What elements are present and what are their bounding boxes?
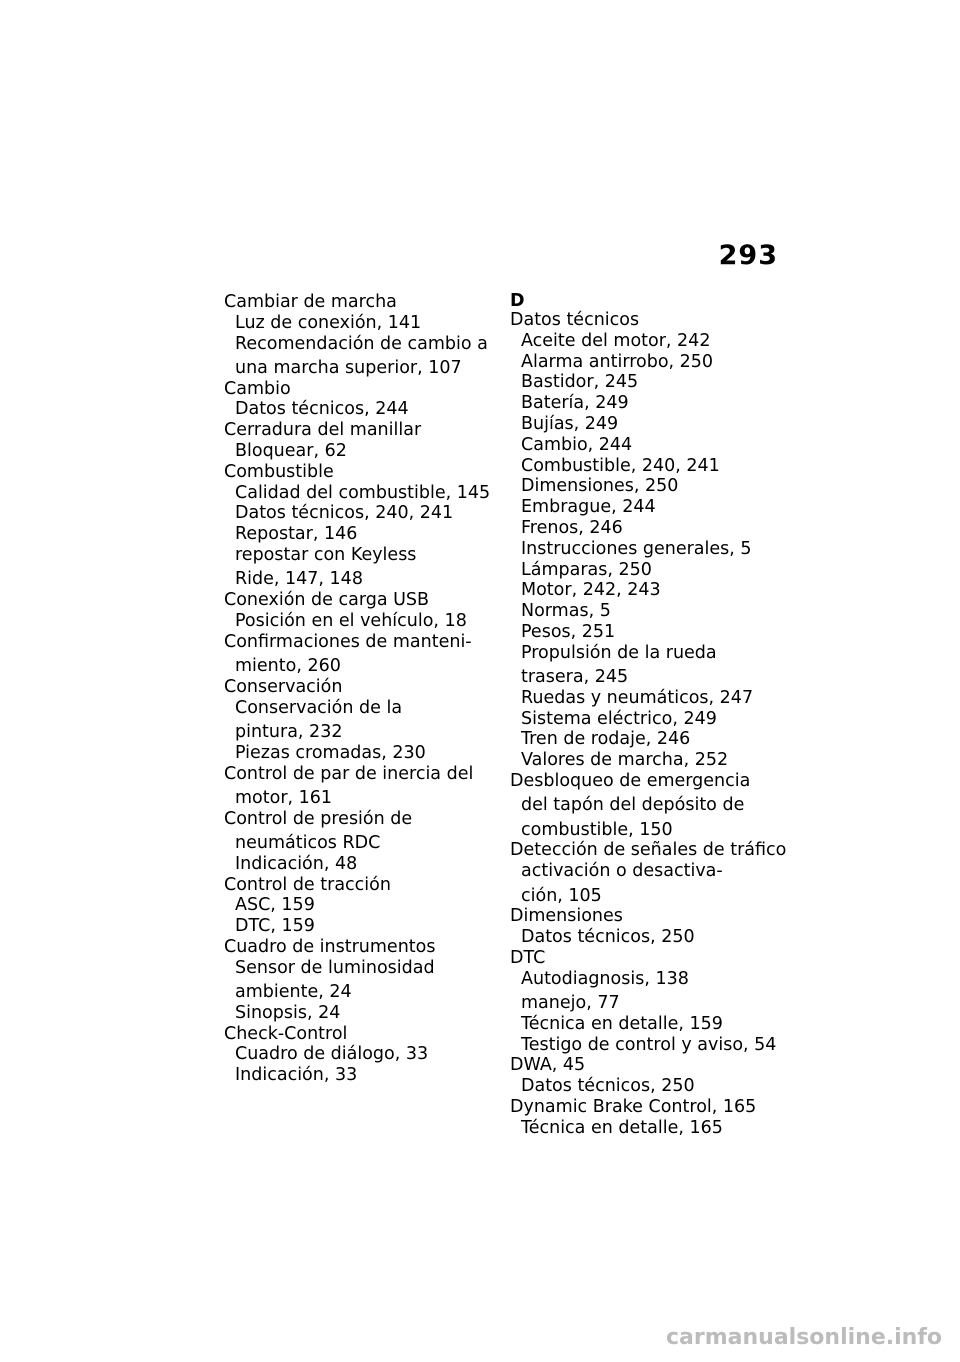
index-column-left <box>224 292 494 1086</box>
index-subentry: Posición en el vehículo, 18 <box>235 610 467 631</box>
index-entry: Desbloqueo de emergencia <box>510 771 751 792</box>
index-subentry: Dimensiones, 250 <box>521 476 679 497</box>
index-subentry: una marcha superior, 107 <box>235 357 462 378</box>
index-subentry: combustible, 150 <box>521 819 673 840</box>
index-entry: Cambio <box>224 378 291 399</box>
index-subentry: Datos técnicos, 250 <box>521 927 695 948</box>
index-subentry: pintura, 232 <box>235 721 343 742</box>
watermark: carmanualsonline.info <box>666 1325 942 1350</box>
index-subentry: Sensor de luminosidad <box>235 957 435 978</box>
index-subentry: Combustible, 240, 241 <box>521 455 720 476</box>
index-column-right <box>510 292 790 1139</box>
index-subentry: Recomendación de cambio a <box>235 333 488 354</box>
index-subentry: repostar con Keyless <box>235 545 417 566</box>
index-entry: Cuadro de instrumentos <box>224 936 436 957</box>
index-subentry: manejo, 77 <box>521 993 620 1013</box>
index-subentry: DTC, 159 <box>235 916 315 937</box>
index-subentry: Ruedas y neumáticos, 247 <box>521 687 754 708</box>
index-subentry: Aceite del motor, 242 <box>521 330 711 351</box>
index-subentry: ción, 105 <box>521 885 602 906</box>
index-subentry: Tren de rodaje, 246 <box>521 729 691 750</box>
index-entry: Dynamic Brake Control, 165 <box>510 1096 757 1117</box>
index-subentry: Sinopsis, 24 <box>235 1002 341 1023</box>
index-subentry: Lámparas, 250 <box>521 559 652 580</box>
index-subentry: Datos técnicos, 240, 241 <box>235 503 454 524</box>
index-subentry: miento, 260 <box>235 656 341 677</box>
index-subentry: trasera, 245 <box>521 667 629 688</box>
index-entry: Cambiar de marcha <box>224 292 397 312</box>
index-entry: Confirmaciones de manteni- <box>224 631 472 652</box>
index-subentry: Motor, 242, 243 <box>521 580 661 601</box>
index-subentry: del tapón del depósito de <box>521 795 745 816</box>
index-subentry: ambiente, 24 <box>235 982 352 1002</box>
index-subentry: Piezas cromadas, 230 <box>235 742 426 763</box>
index-subentry: Técnica en detalle, 159 <box>521 1013 723 1034</box>
index-subentry: neumáticos RDC <box>235 832 381 853</box>
index-subentry: Instrucciones generales, 5 <box>521 538 752 559</box>
page-number: 293 <box>718 240 778 271</box>
index-subentry: Valores de marcha, 252 <box>521 750 729 771</box>
index-subentry: activación o desactiva- <box>521 861 723 882</box>
index-subentry: Testigo de control y aviso, 54 <box>521 1034 777 1055</box>
index-subentry: Alarma antirrobo, 250 <box>521 351 714 372</box>
index-entry: Conservación <box>224 676 343 697</box>
index-subentry: Frenos, 246 <box>521 517 623 538</box>
index-entry: Check-Control <box>224 1023 348 1044</box>
index-subentry: Cambio, 244 <box>521 434 633 455</box>
index-subentry: Bastidor, 245 <box>521 372 639 393</box>
index-subentry: Datos técnicos, 250 <box>521 1076 695 1097</box>
index-subentry: Luz de conexión, 141 <box>235 312 422 333</box>
index-entry: Combustible <box>224 461 334 482</box>
index-subentry: Bloquear, 62 <box>235 441 347 462</box>
index-entry: Datos técnicos <box>510 310 640 330</box>
index-entry: DTC <box>510 947 546 968</box>
index-subentry: Ride, 147, 148 <box>235 569 363 590</box>
index-entry: Dimensiones <box>510 906 623 927</box>
index-entry: Detección de señales de tráfico <box>510 840 787 861</box>
index-subentry: Datos técnicos, 244 <box>235 399 409 420</box>
index-subentry: Embrague, 244 <box>521 497 656 518</box>
index-entry: Control de par de inercia del <box>224 763 474 784</box>
index-subentry: Bujías, 249 <box>521 413 619 434</box>
index-subentry: ASC, 159 <box>235 895 315 916</box>
index-subentry: Pesos, 251 <box>521 621 616 642</box>
index-subentry: Cuadro de diálogo, 33 <box>235 1044 429 1065</box>
index-subentry: Autodiagnosis, 138 <box>521 968 689 989</box>
index-entry: DWA, 45 <box>510 1055 586 1076</box>
index-subentry: motor, 161 <box>235 787 333 808</box>
index-subentry: Sistema eléctrico, 249 <box>521 708 717 729</box>
index-subentry: Propulsión de la rueda <box>521 642 717 663</box>
index-entry: Control de presión de <box>224 808 413 829</box>
index-subentry: Indicación, 48 <box>235 853 358 874</box>
index-subentry: Técnica en detalle, 165 <box>521 1117 723 1138</box>
index-subentry: Indicación, 33 <box>235 1065 358 1086</box>
index-subentry: Conservación de la <box>235 697 403 718</box>
index-entry: Cerradura del manillar <box>224 420 422 441</box>
index-entry: Control de tracción <box>224 874 391 895</box>
index-subentry: Normas, 5 <box>521 601 611 622</box>
index-subentry: Batería, 249 <box>521 393 629 414</box>
index-subentry: Repostar, 146 <box>235 524 358 545</box>
index-subentry: Calidad del combustible, 145 <box>235 482 491 503</box>
index-entry: Conexión de carga USB <box>224 590 430 611</box>
index-letter-heading: D <box>510 291 525 311</box>
